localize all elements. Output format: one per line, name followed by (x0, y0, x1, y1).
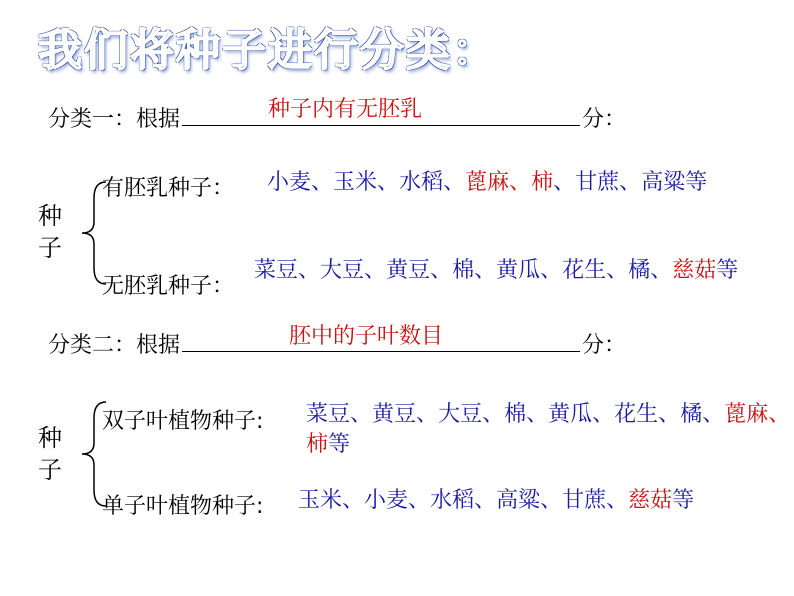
seed-item: 黄豆 (372, 402, 417, 427)
seed-item: 菜豆 (306, 402, 351, 427)
seed-item: 、 (606, 488, 629, 513)
seed-item: 棉 (504, 402, 527, 427)
endosperm-items (267, 168, 767, 198)
seed-item: 、 (482, 402, 505, 427)
seed-item: 等 (328, 432, 351, 457)
seed-item: 、 (702, 402, 725, 427)
dicot-row-label: 双子叶植物种子: (102, 409, 264, 434)
seed-item: 、 (364, 258, 387, 283)
seed-item: 大豆 (438, 402, 483, 427)
seed-item: 柿 (306, 432, 329, 457)
seed-item: 、 (553, 170, 576, 195)
seed-item: 、 (430, 258, 453, 283)
seed-item: 慈菇 (672, 258, 717, 283)
classification-2-suffix: 分： (582, 333, 627, 358)
monocot-items (298, 486, 794, 516)
seed-item: 甘蔗 (562, 488, 607, 513)
classification-1-group-label: 种子 (38, 202, 62, 262)
seed-item: 、 (408, 488, 431, 513)
classification-1-suffix: 分： (582, 107, 627, 132)
seed-item: 甘蔗 (575, 170, 620, 195)
classification-2-answer: 胚中的子叶数目 (289, 324, 444, 349)
seed-item: 、 (619, 170, 642, 195)
seed-item: 、 (658, 402, 681, 427)
classification-1-answer: 种子内有无胚乳 (268, 97, 423, 122)
seed-item: 菜豆 (254, 258, 299, 283)
seed-item: 、 (474, 258, 497, 283)
seed-item: 慈菇 (628, 488, 673, 513)
seed-item: 大豆 (320, 258, 365, 283)
seed-item: 小麦 (364, 488, 409, 513)
page-title: 我们将种子进行分类： (38, 25, 498, 76)
seed-item: 棉 (452, 258, 475, 283)
seed-item: 蓖麻 (724, 402, 769, 427)
seed-item: 水稻 (399, 170, 444, 195)
endosperm-row-label: 有胚乳种子： (102, 176, 235, 201)
seed-item: 、 (377, 170, 400, 195)
seed-item: 等 (672, 488, 695, 513)
seed-item: 玉米 (333, 170, 378, 195)
dicot-items (306, 400, 794, 460)
seed-item: 小麦 (267, 170, 312, 195)
classification-2-prefix: 分类二：根据 (48, 333, 181, 358)
seed-item: 、 (350, 402, 373, 427)
seed-item: 、 (342, 488, 365, 513)
seed-item: 、 (768, 402, 791, 427)
seed-item: 、 (540, 488, 563, 513)
seed-item: 黄瓜 (496, 258, 541, 283)
seed-item: 等 (716, 258, 739, 283)
seed-item: 、 (443, 170, 466, 195)
seed-item: 、 (474, 488, 497, 513)
classification-2-group-label: 种子 (38, 424, 62, 484)
seed-item: 柿 (531, 170, 554, 195)
seed-item: 、 (606, 258, 629, 283)
seed-item: 、 (526, 402, 549, 427)
seed-item: 高粱 (496, 488, 541, 513)
seed-item: 黄瓜 (548, 402, 593, 427)
seed-item: 、 (592, 402, 615, 427)
seed-item: 花生 (614, 402, 659, 427)
no-endosperm-items (254, 256, 794, 286)
seed-item: 玉米 (298, 488, 343, 513)
seed-item: 、 (509, 170, 532, 195)
no-endosperm-row-label: 无胚乳种子： (102, 274, 235, 299)
seed-item: 橘 (680, 402, 703, 427)
seed-item: 花生 (562, 258, 607, 283)
seed-item: 高粱等 (641, 170, 708, 195)
monocot-row-label: 单子叶植物种子: (102, 494, 264, 519)
seed-item: 蓖麻 (465, 170, 510, 195)
seed-item: 、 (416, 402, 439, 427)
classification-1-prefix: 分类一：根据 (48, 107, 181, 132)
seed-item: 黄豆 (386, 258, 431, 283)
seed-item: 、 (311, 170, 334, 195)
seed-item: 、 (540, 258, 563, 283)
seed-item: 橘 (628, 258, 651, 283)
seed-item: 、 (298, 258, 321, 283)
seed-item: 、 (650, 258, 673, 283)
seed-item: 水稻 (430, 488, 475, 513)
